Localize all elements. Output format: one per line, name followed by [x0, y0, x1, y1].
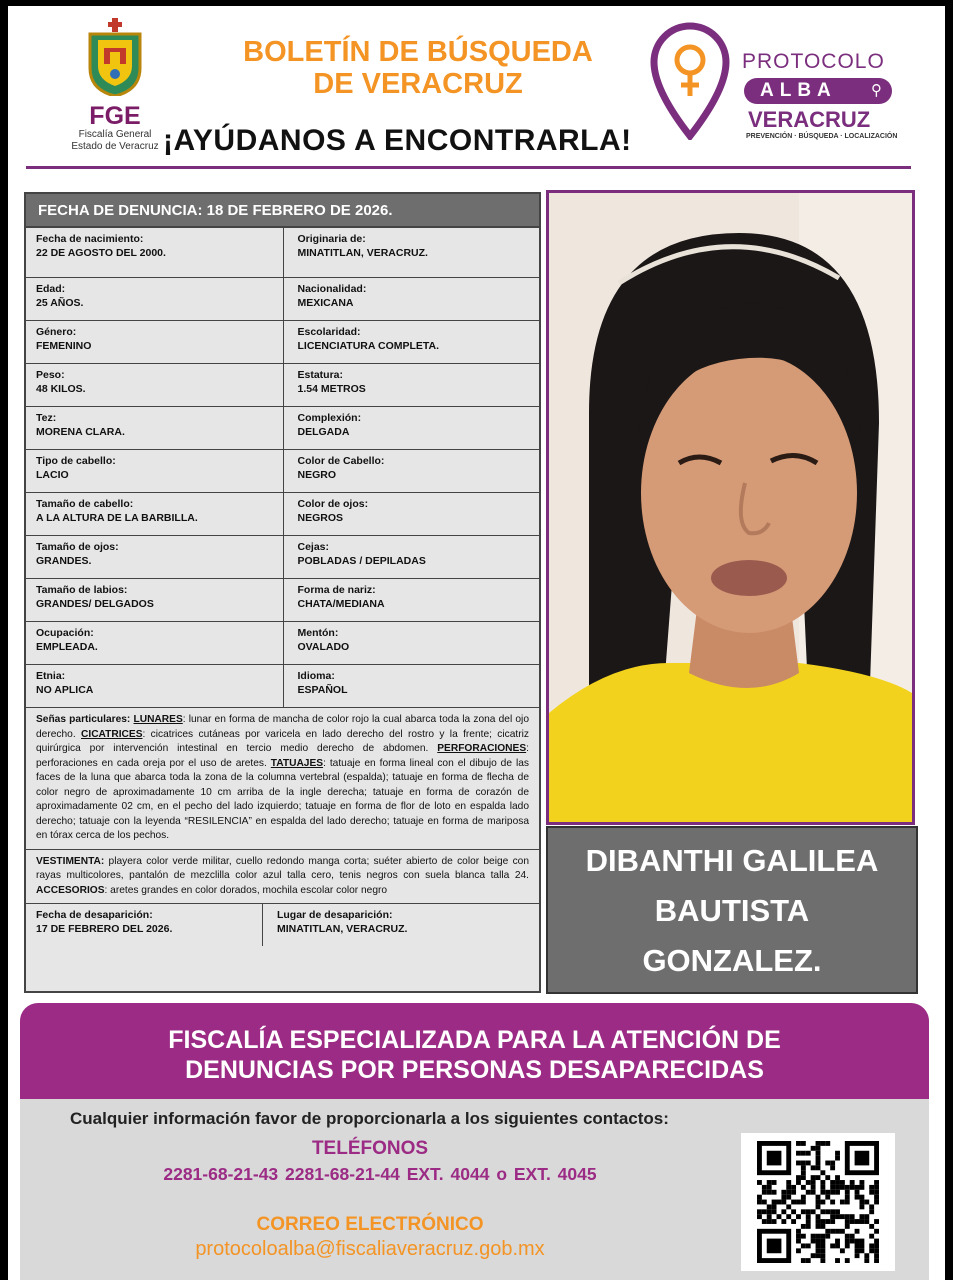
table-row [26, 278, 539, 321]
table-cell [26, 407, 283, 449]
table-cell [26, 364, 283, 406]
field-label: Complexión: [297, 412, 362, 424]
table-row [26, 536, 539, 579]
table-cell [26, 665, 283, 707]
alba-pill [744, 78, 892, 104]
title-line2: DE VERACRUZ [313, 68, 523, 100]
field-value: MINATITLAN, VERACRUZ. [276, 923, 408, 935]
field-label: Fecha de nacimiento: [36, 233, 144, 245]
table-row [26, 407, 539, 450]
table-cell [26, 579, 283, 621]
field-value: DELGADA [297, 426, 350, 438]
email-label: CORREO ELECTRÓNICO [256, 1214, 484, 1235]
contact-intro: Cualquier información favor de proporcionarla a los siguientes contactos: [70, 1109, 669, 1128]
alba-name: ALBA [760, 80, 837, 101]
table-row [26, 364, 539, 407]
field-value: FEMENINO [36, 340, 92, 352]
field-label: Idioma: [297, 670, 335, 682]
veracruz-coat-of-arms-icon [84, 18, 146, 96]
field-label: Estatura: [297, 369, 344, 381]
field-label: Cejas: [297, 541, 330, 553]
field-label: Forma de nariz: [297, 584, 376, 596]
table-cell [283, 536, 540, 578]
header-divider [26, 166, 911, 169]
field-value: OVALADO [297, 641, 350, 653]
table-cell [283, 622, 540, 664]
accessories-label: ACCESORIOS [36, 884, 105, 896]
field-value: A LA ALTURA DE LA BARBILLA. [36, 512, 198, 524]
location-pin-female-icon [650, 22, 730, 140]
field-value: POBLADAS / DEPILADAS [297, 555, 426, 567]
person-portrait-illustration [549, 193, 912, 822]
agency-line1: FISCALÍA ESPECIALIZADA PARA LA ATENCIÓN DE [168, 1026, 781, 1054]
field-value: NO APLICA [36, 684, 94, 696]
lunares-label: LUNARES [133, 714, 183, 725]
title-line1: BOLETÍN DE BÚSQUEDA [243, 36, 593, 68]
field-value: LACIO [36, 469, 69, 481]
accessories-text: : aretes grandes en color dorados, mochila escolar color negro [104, 884, 388, 896]
field-value: MEXICANA [297, 297, 354, 309]
table-cell [26, 278, 283, 320]
personal-data-table [24, 192, 541, 993]
protocolo-alba-logo [650, 22, 910, 152]
table-cell [283, 321, 540, 363]
agency-banner [20, 1003, 929, 1099]
alba-protocolo-text: PROTOCOLO [742, 50, 885, 73]
disappearance-date [26, 904, 262, 946]
field-value: GRANDES/ DELGADOS [36, 598, 154, 610]
marks-heading: Señas particulares: [36, 714, 131, 725]
field-label: Peso: [36, 369, 65, 381]
field-value: NEGROS [297, 512, 344, 524]
fge-acronym: FGE [89, 102, 141, 130]
clothing-description [26, 850, 539, 905]
field-label: Género: [36, 326, 77, 338]
field-value: EMPLEADA. [36, 641, 98, 653]
table-row [26, 622, 539, 665]
field-value: ESPAÑOL [297, 684, 348, 696]
field-label: Color de ojos: [297, 498, 369, 510]
cicatrices-text: : cicatrices cutáneas por varicela en lado derecho del rostro y la frente; cicatriz quirúrgica por intervención intestinal en tercio medio derecho de abdomen. [36, 728, 529, 754]
table-row [26, 321, 539, 364]
fge-name-line2: Estado de Veracruz [71, 141, 159, 152]
field-value: CHATA/MEDIANA [297, 598, 385, 610]
disappearance-row [26, 904, 539, 946]
table-cell [283, 493, 540, 535]
disappearance-place [262, 904, 539, 946]
email-address[interactable]: protocoloalba@fiscaliaveracruz.gob.mx [195, 1238, 545, 1260]
missing-person-photo [546, 190, 915, 825]
tatuajes-text: : tatuaje en forma lineal con el dibujo de las faces de la luna que abarca toda la zona de la columna vertebral (espalda); tatuaje en forma de flecha de color negro de aproximadamente 10 cm arriba de la ingle derecha; tatuaje en forma de corazón de aproximadamente 02 cm, en el pecho del lado izquierdo; tatuaje en forma de flor de loto en espalda lado derecho; tatuaje con la leyenda “RESILENCIA” en espalda del lado derecho; tatuaje en forma de mariposa en tórax cerca de los pechos. [36, 757, 529, 841]
clothing-heading: VESTIMENTA: [36, 855, 105, 867]
table-cell [283, 364, 540, 406]
tatuajes-label: TATUAJES [270, 757, 324, 769]
name-line2: BAUTISTA [654, 893, 810, 928]
field-label: Ocupación: [36, 627, 94, 639]
table-cell [283, 407, 540, 449]
table-row [26, 450, 539, 493]
table-cell [26, 493, 283, 535]
field-label: Lugar de desaparición: [276, 909, 393, 921]
perforaciones-text: : perforaciones en cada oreja por el uso de aretes. [36, 743, 529, 769]
table-row [26, 228, 539, 278]
data-rows [26, 228, 539, 708]
phone-numbers[interactable]: 2281-68-21-43 2281-68-21-44 EXT. 4044 o EXT. 4045 [163, 1164, 597, 1184]
alba-state: VERACRUZ [748, 107, 871, 132]
table-cell [283, 278, 540, 320]
field-value: 17 DE FEBRERO DEL 2026. [36, 923, 173, 935]
field-label: Fecha de desaparición: [36, 909, 153, 921]
cicatrices-label: CICATRICES [81, 728, 143, 740]
table-row [26, 665, 539, 708]
field-label: Mentón: [297, 627, 339, 639]
field-label: Tez: [36, 412, 57, 424]
field-label: Etnia: [36, 670, 66, 682]
report-date: FECHA DE DENUNCIA: 18 DE FEBRERO DE 2026. [26, 194, 539, 228]
fge-logo [60, 18, 170, 164]
table-cell [283, 665, 540, 707]
table-cell [26, 321, 283, 363]
table-row [26, 493, 539, 536]
name-line1: DIBANTHI GALILEA [585, 843, 879, 878]
lunares-text: : lunar en forma de mancha de color rojo la cual abarca toda la zona del ojo derecho. [36, 714, 529, 740]
table-cell [26, 536, 283, 578]
missing-person-name [546, 826, 918, 994]
agency-line2: DENUNCIAS POR PERSONAS DESAPARECIDAS [185, 1056, 764, 1084]
table-cell [26, 228, 283, 277]
field-label: Color de Cabello: [297, 455, 385, 467]
table-cell [283, 450, 540, 492]
perforaciones-label: PERFORACIONES [437, 743, 527, 754]
table-row [26, 579, 539, 622]
search-icon: ⚲ [871, 82, 882, 99]
search-bulletin [8, 6, 945, 1280]
alba-tagline: PREVENCIÓN · BÚSQUEDA · LOCALIZACIÓN [746, 133, 898, 140]
field-label: Tamaño de cabello: [36, 498, 134, 510]
help-find-heading: ¡AYÚDANOS A ENCONTRARLA! [163, 124, 632, 157]
clothing-text: playera color verde militar, cuello redondo manga corta; suéter abierto de color beige con rayas multicolores, pantalón de mezclilla color azul talla cero, tenis negros con suela blanca talla 24. [36, 855, 529, 881]
field-value: 22 DE AGOSTO DEL 2000. [36, 247, 166, 259]
table-cell [26, 622, 283, 664]
field-label: Nacionalidad: [297, 283, 367, 295]
field-value: NEGRO [297, 469, 337, 481]
contact-panel [20, 1099, 929, 1280]
field-label: Tipo de cabello: [36, 455, 116, 467]
field-value: GRANDES. [36, 555, 92, 567]
fge-name-line1: Fiscalía General [78, 129, 152, 140]
field-value: 48 KILOS. [36, 383, 86, 395]
distinguishing-marks [26, 708, 539, 850]
bulletin-title [198, 36, 638, 100]
table-cell [283, 228, 540, 277]
field-label: Originaria de: [297, 233, 366, 245]
field-label: Escolaridad: [297, 326, 361, 338]
field-value: MINATITLAN, VERACRUZ. [297, 247, 428, 259]
field-label: Tamaño de ojos: [36, 541, 119, 553]
qr-code-icon [757, 1141, 879, 1263]
field-value: LICENCIATURA COMPLETA. [297, 340, 440, 352]
field-value: 1.54 METROS [297, 383, 366, 395]
name-line3: GONZALEZ. [642, 943, 822, 978]
qr-code[interactable] [741, 1133, 895, 1271]
field-label: Edad: [36, 283, 66, 295]
table-cell [26, 450, 283, 492]
phones-label: TELÉFONOS [311, 1138, 429, 1159]
field-value: 25 AÑOS. [36, 297, 84, 309]
field-label: Tamaño de labios: [36, 584, 128, 596]
table-cell [283, 579, 540, 621]
field-value: MORENA CLARA. [36, 426, 125, 438]
